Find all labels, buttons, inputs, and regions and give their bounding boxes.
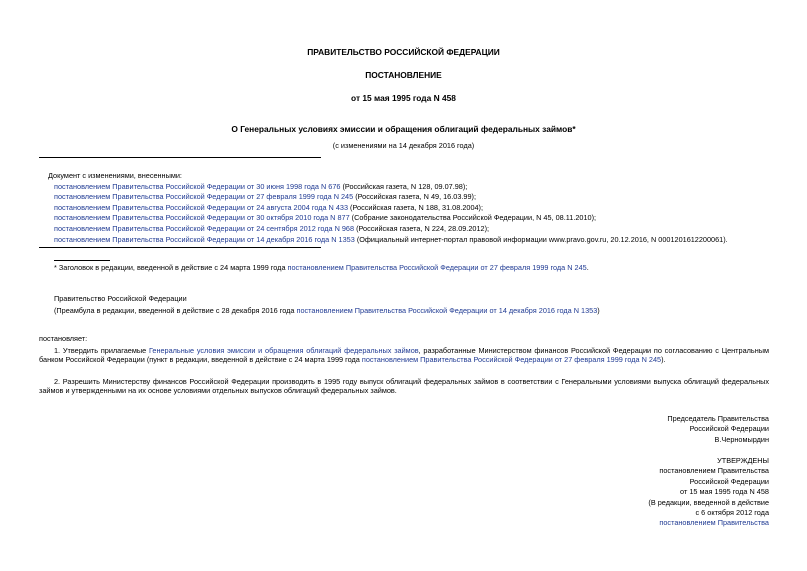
footnote-end: .: [586, 263, 589, 272]
change-item: [48, 224, 728, 235]
change-source: (Официальный интернет-портал правовой информации www.pravo.gov.ru, 20.12.2016, N 0001201612200061).: [354, 234, 728, 244]
changes-note: (с изменениями на 14 декабря 2016 года): [332, 141, 475, 150]
divider-bottom: [39, 247, 321, 248]
divider-top: [39, 157, 321, 158]
approved-heading: УТВЕРЖДЕНЫ: [717, 456, 769, 465]
change-source: (Российская газета, N 224, 28.09.2012);: [354, 223, 490, 233]
approval-block: [648, 456, 769, 529]
preamble-note-text: (Преамбула в редакции, введенной в действие с 28 декабря 2016 года: [54, 306, 297, 315]
document-date-number: от 15 мая 1995 года N 458: [351, 93, 456, 103]
paragraph-1-text-a: 1. Утвердить прилагаемые: [54, 346, 149, 355]
paragraph-1: [39, 346, 769, 365]
signature-country: Российской Федерации: [689, 424, 769, 434]
change-link[interactable]: постановлением Правительства Российской Федерации от 24 августа 2004 года N 433: [54, 202, 349, 212]
amendment-link[interactable]: постановлением Правительства Российской Федерации от 27 февраля 1999 года N 245: [361, 355, 662, 365]
change-item: [48, 235, 728, 246]
change-source: (Российская газета, N 49, 16.03.99);: [353, 192, 476, 202]
footnote-link[interactable]: постановлением Правительства Российской Федерации от 27 февраля 1999 года N 245: [287, 263, 587, 272]
change-link[interactable]: постановлением Правительства Российской Федерации от 27 февраля 1999 года N 245: [54, 192, 354, 202]
footnote: [54, 263, 589, 272]
preamble-government: Правительство Российской Федерации: [54, 294, 187, 303]
changes-intro: Документ с изменениями, внесенными:: [48, 171, 182, 180]
approved-line: от 15 мая 1995 года N 458: [680, 487, 769, 497]
resolves-label: постановляет:: [39, 334, 88, 343]
approved-line: Российской Федерации: [689, 476, 769, 486]
change-link[interactable]: постановлением Правительства Российской Федерации от 24 сентября 2012 года N 968: [54, 223, 355, 233]
change-source: (Российская газета, N 188, 31.08.2004);: [348, 202, 484, 212]
approved-link-line: [648, 518, 769, 528]
change-link[interactable]: постановлением Правительства Российской Федерации от 30 июня 1998 года N 676: [54, 181, 341, 191]
paragraph-1-text-b: , разработанные Министерством финансов Российской Федерации по согласованию с Центральным банком Российской Федерации (пункт в редакции, введенной в действие с 24 марта 1999 года: [39, 346, 769, 365]
paragraph-2: 2. Разрешить Министерству финансов Российской Федерации производить в 1995 году выпуск облигаций федеральных займов в соответствии с Генеральными условиями выпуска облигаций федеральных займов и утвержденными на их основе условиями отдельных выпусков облигаций федеральных займов.: [39, 377, 769, 396]
change-link[interactable]: постановлением Правительства Российской Федерации от 30 октября 2010 года N 877: [54, 213, 350, 223]
changes-list: [48, 171, 728, 245]
change-item: [48, 192, 728, 203]
general-conditions-link[interactable]: Генеральные условия эмиссии и обращения облигаций федеральных займов: [148, 346, 419, 355]
preamble-note-end: ): [597, 306, 600, 315]
approved-line: (В редакции, введенной в действие: [648, 497, 769, 507]
organization-heading: ПРАВИТЕЛЬСТВО РОССИЙСКОЙ ФЕДЕРАЦИИ: [307, 47, 500, 57]
signature-name: В.Черномырдин: [714, 434, 769, 444]
paragraph-1-text-c: ).: [661, 355, 666, 365]
signature-block: [667, 414, 769, 445]
change-item: [48, 213, 728, 224]
change-item: [48, 182, 728, 193]
change-item: [48, 203, 728, 214]
approved-line: постановлением Правительства: [659, 466, 769, 476]
approved-line: с 6 октября 2012 года: [695, 507, 769, 517]
change-source: (Собрание законодательства Российской Федерации, N 45, 08.11.2010);: [349, 213, 597, 223]
change-link[interactable]: постановлением Правительства Российской Федерации от 14 декабря 2016 года N 1353: [54, 234, 355, 244]
approved-link[interactable]: постановлением Правительства: [659, 518, 769, 528]
document-title: О Генеральных условиях эмиссии и обращения облигаций федеральных займов*: [231, 124, 576, 134]
signature-title: Председатель Правительства: [667, 414, 769, 423]
footnote-divider: [54, 260, 110, 261]
preamble-link[interactable]: постановлением Правительства Российской Федерации от 14 декабря 2016 года N 1353: [296, 306, 598, 315]
document-type-heading: ПОСТАНОВЛЕНИЕ: [365, 70, 442, 80]
footnote-text: * Заголовок в редакции, введенной в действие с 24 марта 1999 года: [54, 263, 288, 272]
change-source: (Российская газета, N 128, 09.07.98);: [340, 181, 468, 191]
preamble-note: [54, 306, 600, 315]
